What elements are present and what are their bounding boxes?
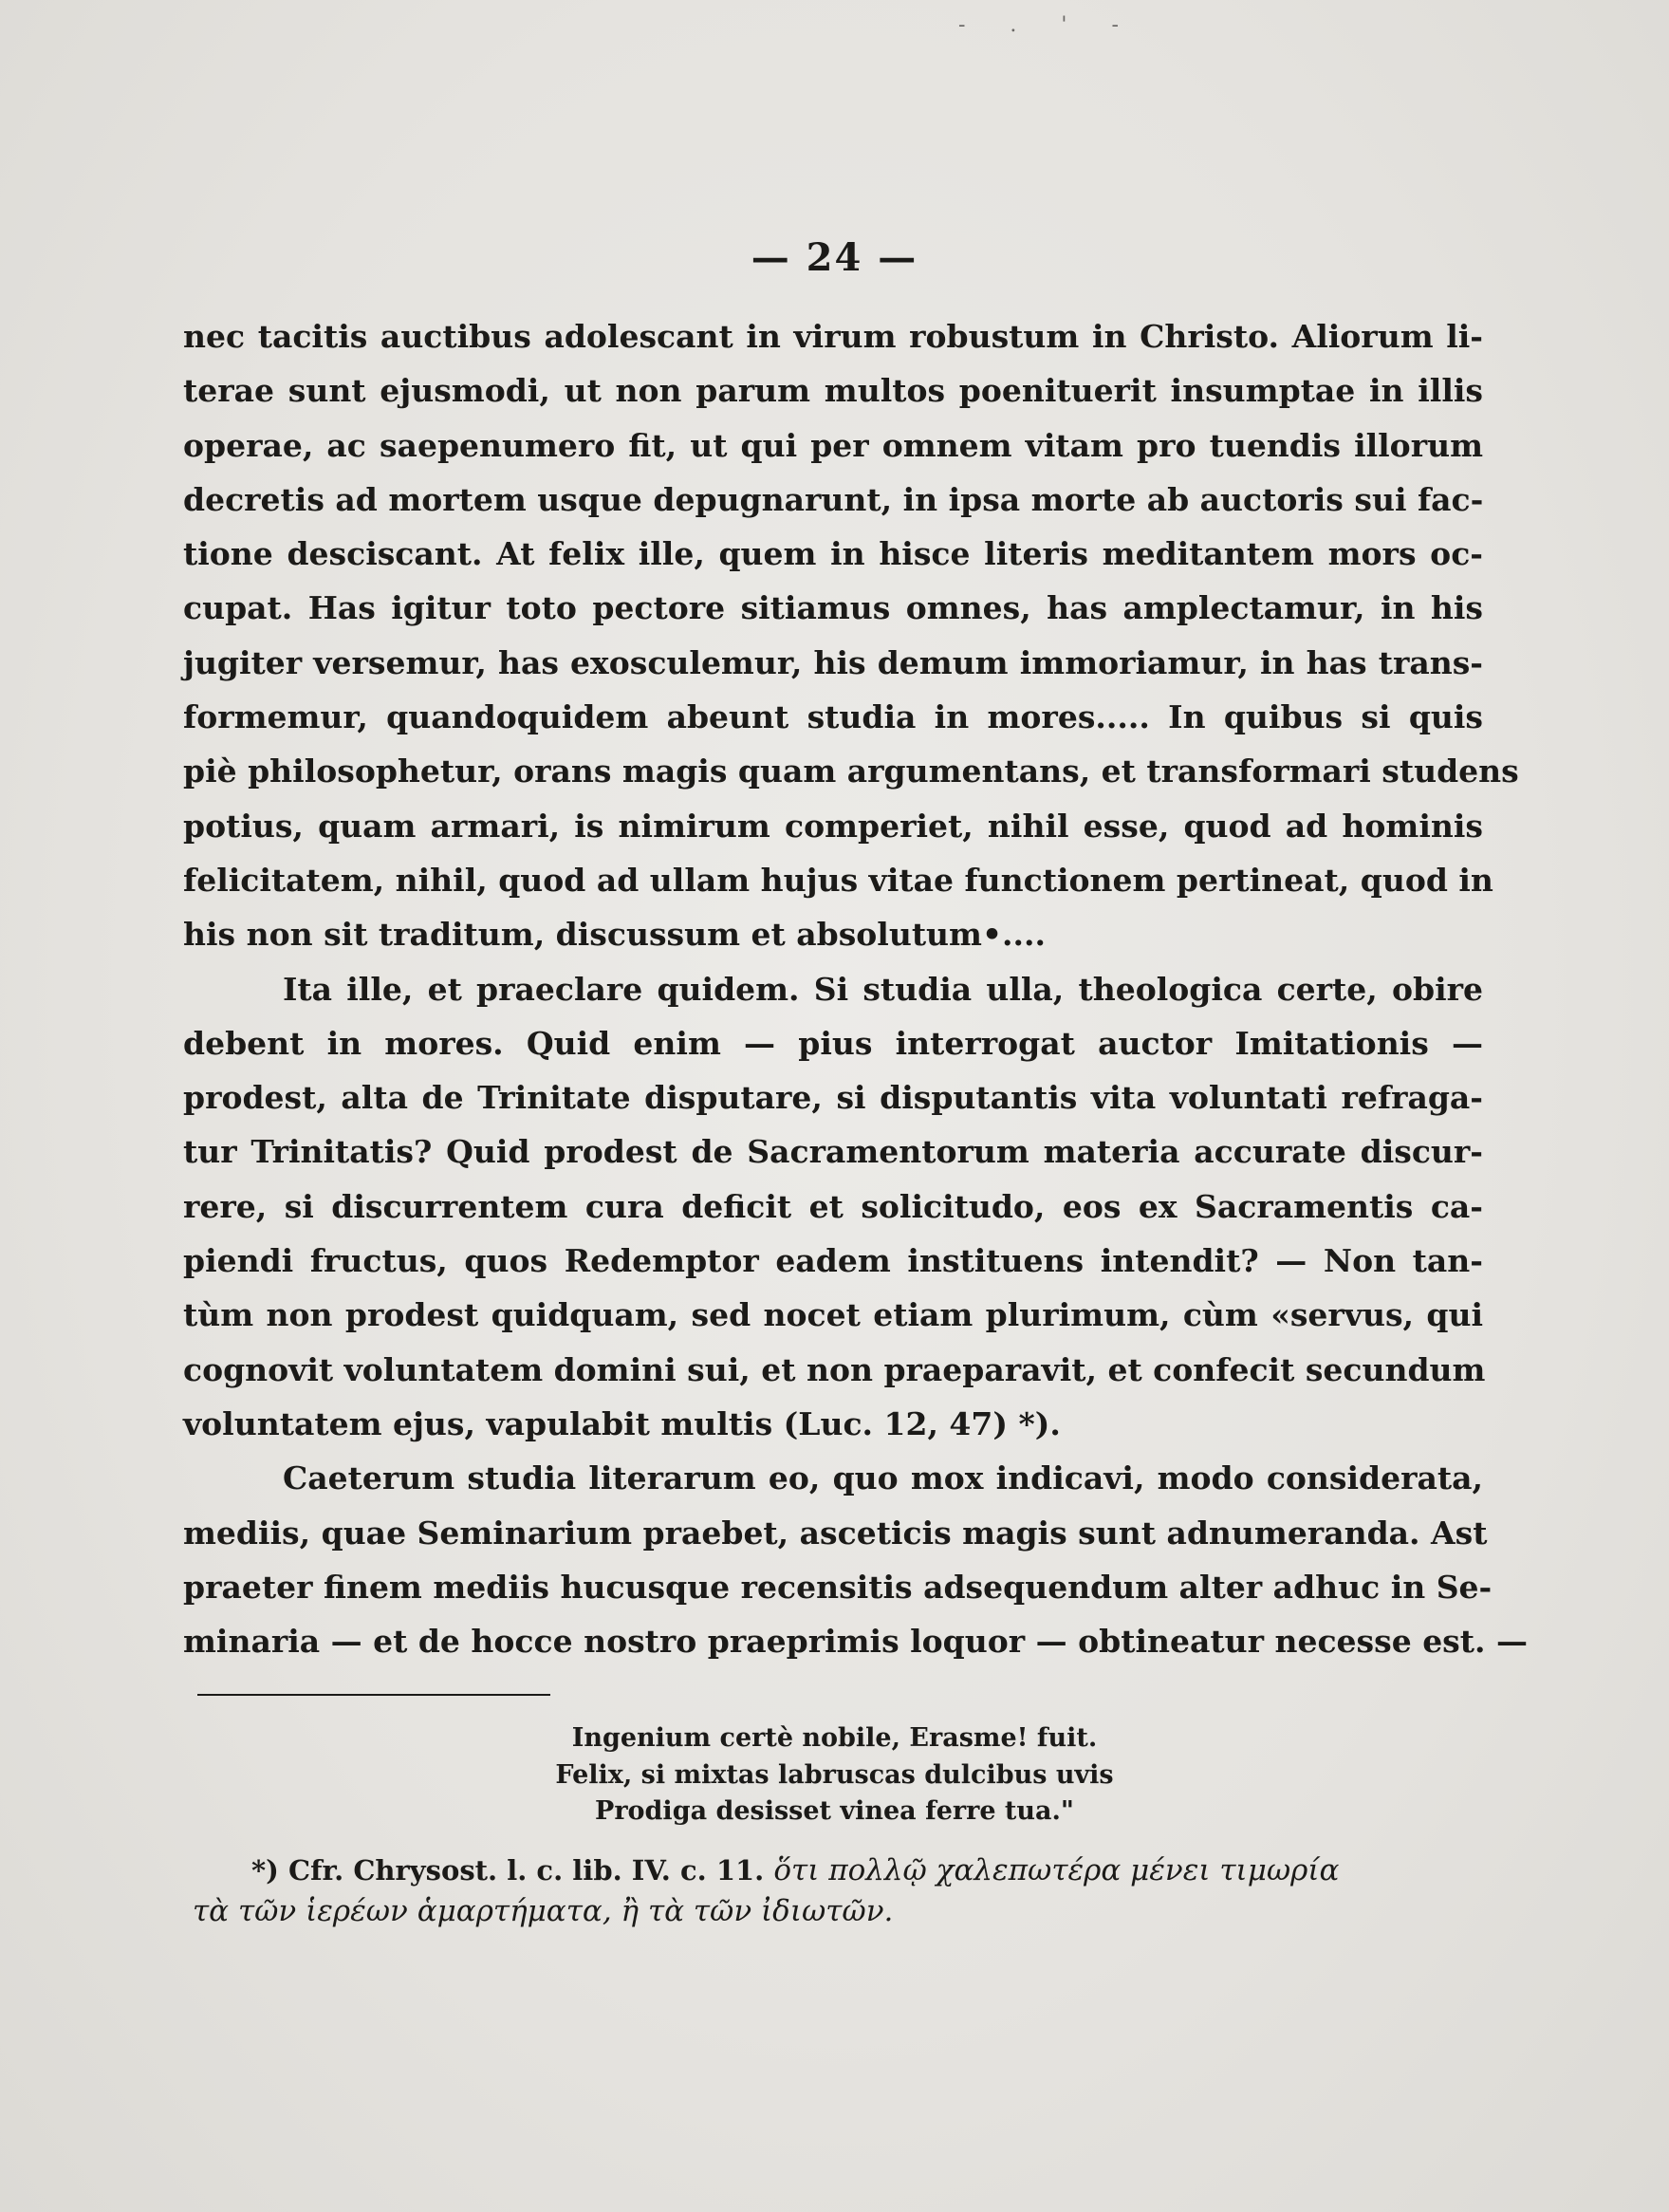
main-text	[183, 309, 1528, 1668]
poem-line: Felix, si mixtas labruscas dulcibus uvis	[555, 1759, 1114, 1790]
text-line: Ita ille, et praeclare quidem. Si studia ulla, theologica certe, obire	[283, 970, 1483, 1008]
footnote-reference: *) Cfr. Chrysost. l. c. lib. IV. c. 11.	[251, 1854, 765, 1887]
poem-line: Ingenium certè nobile, Erasme! fuit.	[571, 1723, 1098, 1753]
text-line: prodest, alta de Trinitate disputare, si disputantis vita voluntati refraga-	[183, 1079, 1483, 1117]
footnote-greek: ὅτι πολλῷ χαλεπωτέρα μένει τιμωρία	[773, 1853, 1340, 1887]
poem-line: Prodiga desisset vinea ferre tua."	[595, 1796, 1074, 1826]
text-line: jugiter versemur, has exosculemur, his demum immoriamur, in has trans-	[183, 643, 1483, 681]
text-line: tur Trinitatis? Quid prodest de Sacramentorum materia accurate discur-	[183, 1133, 1483, 1171]
page-number: — 24 —	[751, 235, 918, 280]
text-line: cognovit voluntatem domini sui, et non praeparavit, et confecit secundum	[183, 1350, 1486, 1388]
scan-mark: - . ' -	[958, 13, 1138, 37]
text-line: voluntatem ejus, vapulabit multis (Luc. 12, 47) *).	[183, 1404, 1061, 1442]
text-line: tione desciscant. At felix ille, quem in hisce literis meditantem mors oc-	[183, 535, 1483, 573]
text-line: minaria — et de hocce nostro praeprimis loquor — obtineatur necesse est. —	[183, 1623, 1528, 1661]
footnote	[193, 1850, 1479, 1932]
text-line: terae sunt ejusmodi, ut non parum multos poenituerit insumptae in illis	[183, 372, 1483, 410]
footnote-divider	[197, 1694, 550, 1696]
text-line: debent in mores. Quid enim — pius interrogat auctor Imitationis —	[183, 1024, 1483, 1062]
footnote-greek: τὰ τῶν ἱερέων ἁμαρτήματα, ἢ τὰ τῶν ἰδιωτῶν.	[193, 1894, 894, 1928]
text-line: Caeterum studia literarum eo, quo mox indicavi, modo considerata,	[283, 1459, 1483, 1497]
footnote-line	[193, 1850, 1479, 1891]
text-line: potius, quam armari, is nimirum comperiet, nihil esse, quod ad hominis	[183, 807, 1483, 845]
text-line: nec tacitis auctibus adolescant in virum robustum in Christo. Aliorum li-	[183, 318, 1483, 355]
text-line: piè philosophetur, orans magis quam argumentans, et transformari studens	[183, 753, 1519, 790]
text-line: piendi fructus, quos Redemptor eadem instituens intendit? — Non tan-	[183, 1242, 1483, 1280]
text-line: felicitatem, nihil, quod ad ullam hujus vitae functionem pertineat, quod in	[183, 861, 1493, 899]
text-line: praeter finem mediis hucusque recensitis adsequendum alter adhuc in Se-	[183, 1568, 1493, 1606]
text-line: cupat. Has igitur toto pectore sitiamus omnes, has amplectamur, in his	[183, 589, 1483, 627]
text-line: his non sit traditum, discussum et absolutum•....	[183, 916, 1047, 954]
text-line: mediis, quae Seminarium praebet, asceticis magis sunt adnumeranda. Ast	[183, 1514, 1488, 1552]
text-line: decretis ad mortem usque depugnarunt, in ipsa morte ab auctoris sui fac-	[183, 480, 1484, 518]
text-line: tùm non prodest quidquam, sed nocet etiam plurimum, cùm «servus, qui	[183, 1296, 1483, 1334]
poem-quote	[0, 1720, 1669, 1831]
text-line: rere, si discurrentem cura deficit et solicitudo, eos ex Sacramentis ca-	[183, 1187, 1483, 1225]
footnote-line	[193, 1891, 1479, 1932]
text-line: operae, ac saepenumero fit, ut qui per omnem vitam pro tuendis illorum	[183, 426, 1483, 464]
text-line: formemur, quandoquidem abeunt studia in mores..... In quibus si quis	[183, 698, 1483, 736]
